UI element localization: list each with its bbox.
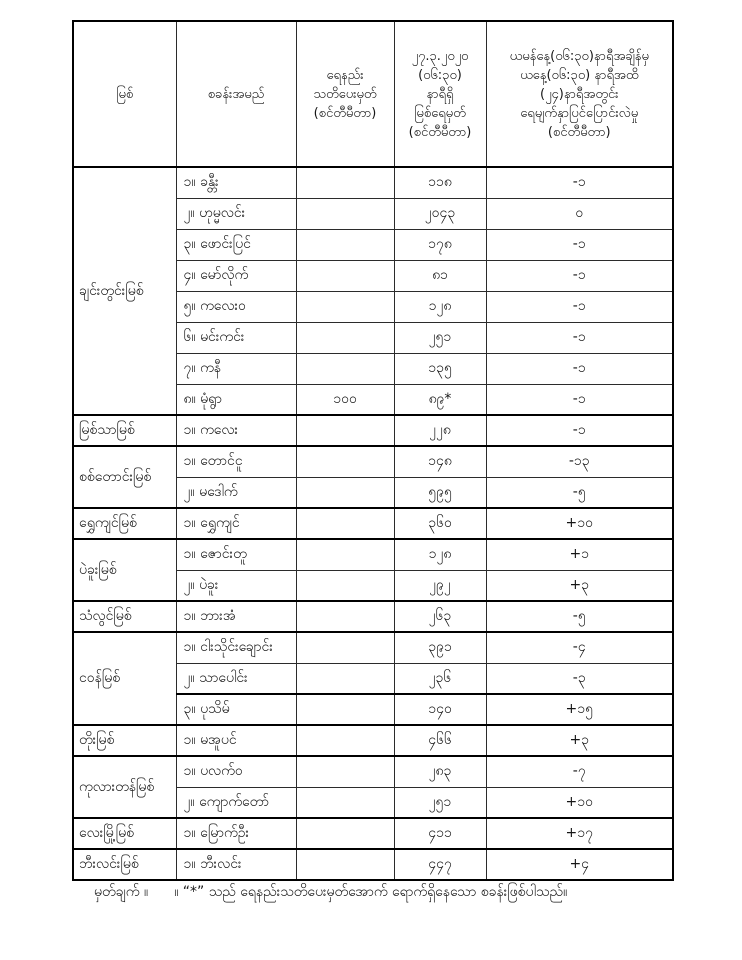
header-warning-line1: ရေနည်း (326, 67, 364, 83)
water-level: ၂၂၈ (394, 415, 486, 446)
station-name: ၁။ ဘီးလင်း (176, 849, 296, 880)
warning-level (296, 198, 394, 229)
station-name: ၂။ မဒေါက် (176, 477, 296, 508)
water-level: ၂၅၁ (394, 322, 486, 353)
footnote-label: မှတ်ချက် ။ (94, 884, 149, 900)
water-level: ၁၂၈ (394, 291, 486, 322)
table-row (73, 508, 673, 539)
water-level: ၁၁၈ (394, 167, 486, 198)
warning-level (296, 849, 394, 880)
water-level: ၈၉* (394, 384, 486, 415)
river-name: မြစ်သာမြစ် (73, 415, 176, 446)
warning-level (296, 725, 394, 756)
change-24h: +၄ (486, 849, 673, 880)
change-24h: +၁ (486, 539, 673, 570)
warning-level (296, 539, 394, 570)
warning-level (296, 322, 394, 353)
header-station-label: စခန်းအမည် (207, 86, 265, 102)
station-name: ၂။ သာပေါင်း (176, 663, 296, 694)
change-24h: ၀ (486, 198, 673, 229)
change-24h: -၁ (486, 167, 673, 198)
table-row (73, 756, 673, 787)
header-level-line3: နာရီရှိ (426, 86, 454, 102)
station-name: ၁။ မြောက်ဦး (176, 818, 296, 849)
change-24h: -၁ (486, 291, 673, 322)
warning-level (296, 229, 394, 260)
water-level: ၂၉၂ (394, 570, 486, 601)
river-name: သံလွင်မြစ် (73, 601, 176, 632)
water-level: ၂၅၁ (394, 787, 486, 818)
header-change-line3: (၂၄)နာရီအတွင်း (540, 86, 619, 102)
warning-level (296, 415, 394, 446)
change-24h: -၅ (486, 601, 673, 632)
station-name: ၁။ ခန္တီး (176, 167, 296, 198)
station-name: ၆။ မင်းကင်း (176, 322, 296, 353)
change-24h: -၃ (486, 663, 673, 694)
station-name: ၂။ ဟုမ္မလင်း (176, 198, 296, 229)
header-warning (296, 21, 394, 167)
header-level-unit: (စင်တီမီတာ) (408, 124, 472, 140)
header-level (394, 21, 486, 167)
station-name: ၁။ ရွှေကျင် (176, 508, 296, 539)
header-level-line4: မြစ်ရေမှတ် (414, 105, 466, 121)
warning-level (296, 601, 394, 632)
river-name: ပဲခူးမြစ် (73, 539, 176, 601)
warning-level (296, 167, 394, 198)
change-24h: -၁ (486, 384, 673, 415)
change-24h: -၁ (486, 353, 673, 384)
warning-level (296, 663, 394, 694)
change-24h: +၁၀ (486, 508, 673, 539)
station-name: ၁။ ပလက်ဝ (176, 756, 296, 787)
header-river (73, 21, 176, 167)
warning-level (296, 446, 394, 477)
station-name: ၈။ မုံရွာ (176, 384, 296, 415)
header-level-time: (၀၆:၃၀) (418, 67, 462, 83)
header-change-line4: ရေမျက်နှာပြင်ပြောင်းလဲမှု (520, 105, 639, 121)
water-level: ၂၈၃ (394, 756, 486, 787)
water-level: ၂၆၃ (394, 601, 486, 632)
table-row (73, 167, 673, 198)
water-level: ၄၁၁ (394, 818, 486, 849)
station-name: ၁။ ကလေး (176, 415, 296, 446)
change-24h: -၇ (486, 756, 673, 787)
warning-level (296, 477, 394, 508)
water-level: ၂၀၄၃ (394, 198, 486, 229)
change-24h: +၁၇ (486, 818, 673, 849)
header-level-date: ၂၇.၃.၂၀၂၀ (411, 48, 469, 64)
header-change-line1: ယမန်နေ့(၀၆:၃၀)နာရီအချိန်မှ (509, 48, 649, 64)
water-level: ၄၆၆ (394, 725, 486, 756)
warning-level (296, 632, 394, 663)
station-name: ၁။ ဇောင်းတူ (176, 539, 296, 570)
change-24h: +၁၅ (486, 694, 673, 725)
water-level: ၁၇၈ (394, 229, 486, 260)
table-row (73, 446, 673, 477)
warning-level (296, 818, 394, 849)
change-24h: +၃ (486, 570, 673, 601)
river-name: ငဝန်မြစ် (73, 632, 176, 725)
table-row (73, 818, 673, 849)
water-level: ၈၁ (394, 260, 486, 291)
warning-level (296, 353, 394, 384)
warning-level (296, 260, 394, 291)
change-24h: -၅ (486, 477, 673, 508)
station-name: ၅။ ကလေးဝ (176, 291, 296, 322)
station-name: ၁။ မအူပင် (176, 725, 296, 756)
table-row (73, 415, 673, 446)
warning-level (296, 508, 394, 539)
header-river-label: မြစ် (116, 86, 134, 102)
change-24h: +၁၀ (486, 787, 673, 818)
river-name: ကုလားတန်မြစ် (73, 756, 176, 818)
water-level: ၁၄၀ (394, 694, 486, 725)
change-24h: -၁ (486, 260, 673, 291)
warning-level (296, 694, 394, 725)
table-row (73, 539, 673, 570)
station-name: ၁။ ဘားအံ (176, 601, 296, 632)
river-name: ဘီးလင်းမြစ် (73, 849, 176, 880)
change-24h: -၁၃ (486, 446, 673, 477)
river-name: လေးမြို့မြစ် (73, 818, 176, 849)
header-station (176, 21, 296, 167)
change-24h: -၁ (486, 229, 673, 260)
warning-level: ၁၀၀ (296, 384, 394, 415)
river-name: ချင်းတွင်းမြစ် (73, 167, 176, 415)
change-24h: -၁ (486, 322, 673, 353)
water-level: ၂၃၆ (394, 663, 486, 694)
header-row (73, 21, 673, 167)
table-row (73, 725, 673, 756)
change-24h: +၃ (486, 725, 673, 756)
change-24h: -၁ (486, 415, 673, 446)
station-name: ၁။ ငါးသိုင်းချောင်း (176, 632, 296, 663)
warning-level (296, 570, 394, 601)
header-warning-line2: သတိပေးမှတ် (313, 86, 377, 102)
station-name: ၃။ ဖောင်းပြင် (176, 229, 296, 260)
header-change (486, 21, 673, 167)
warning-level (296, 291, 394, 322)
station-name: ၇။ ကနီ (176, 353, 296, 384)
river-name: တိုးမြစ် (73, 725, 176, 756)
table-row (73, 849, 673, 880)
station-name: ၂။ ကျောက်တော် (176, 787, 296, 818)
footnote (94, 882, 694, 902)
warning-level (296, 756, 394, 787)
station-name: ၃။ ပုသိမ် (176, 694, 296, 725)
water-level: ၃၉၁ (394, 632, 486, 663)
header-change-unit: (စင်တီမီတာ) (547, 124, 611, 140)
river-name: ရွှေကျင်မြစ် (73, 508, 176, 539)
station-name: ၄။ မော်လိုက် (176, 260, 296, 291)
change-24h: -၄ (486, 632, 673, 663)
water-level: ၅၉၅ (394, 477, 486, 508)
river-name: စစ်တောင်းမြစ် (73, 446, 176, 508)
water-level: ၄၄၇ (394, 849, 486, 880)
warning-level (296, 787, 394, 818)
table-row (73, 601, 673, 632)
river-levels-table (72, 20, 674, 881)
footnote-text: ။ “*” သည် ရေနည်းသတိပေးမှတ်အောက် ရောက်ရှိနေသော စခန်းဖြစ်ပါသည်။ (174, 884, 568, 900)
station-name: ၁။ တောင်ငူ (176, 446, 296, 477)
header-warning-line3: (စင်တီမီတာ) (313, 105, 377, 121)
station-name: ၂။ ပဲခူး (176, 570, 296, 601)
table-row (73, 632, 673, 663)
water-level: ၁၃၅ (394, 353, 486, 384)
water-level: ၁၂၈ (394, 539, 486, 570)
water-level: ၃၆၀ (394, 508, 486, 539)
header-change-line2: ယနေ့(၀၆:၃၀) နာရီအထိ (520, 67, 639, 83)
water-level: ၁၄၈ (394, 446, 486, 477)
